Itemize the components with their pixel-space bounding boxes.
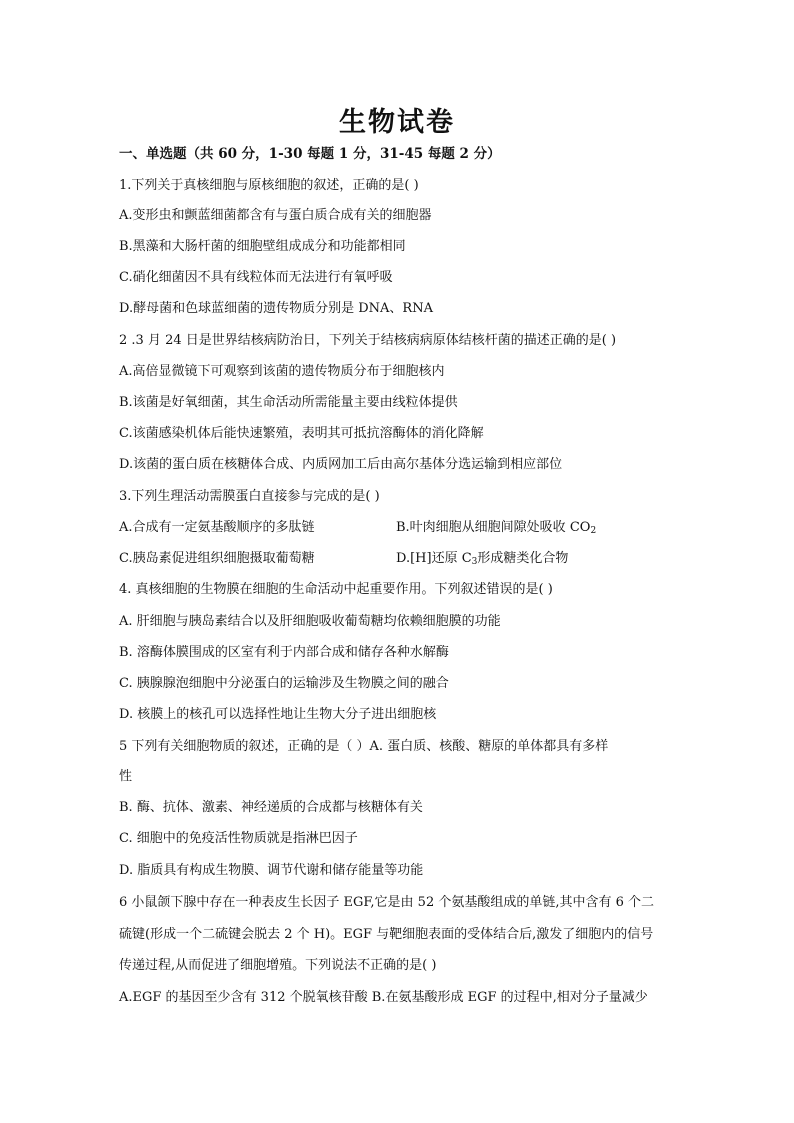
q6-line4: A.EGF 的基因至少含有 312 个脱氧核苷酸 B.在氨基酸形成 EGF 的过程中,相对分子量减少 <box>119 990 648 1005</box>
q5-stem-line1: 5 下列有关细胞物质的叙述，正确的是（ ）A. 蛋白质、核酸、糖原的单体都具有多样 <box>119 739 609 754</box>
q5-option-d: D. 脂质具有构成生物膜、调节代谢和储存能量等功能 <box>119 863 424 878</box>
q3-stem: 3.下列生理活动需膜蛋白直接参与完成的是( ) <box>119 489 380 504</box>
document-title: 生物试卷 <box>339 107 455 138</box>
q2-stem: 2 .3 月 24 日是世界结核病防治日，下列关于结核病病原体结核杆菌的描述正确的是( ) <box>119 333 617 348</box>
q3-option-b: B.叶肉细胞从细胞间隙处吸收 $CO_2$ <box>396 520 597 536</box>
q6-line1: 6 小鼠颌下腺中存在一种表皮生长因子 EGF,它是由 52 个氨基酸组成的单链,其中含有 6 个二 <box>119 895 655 910</box>
q1-option-d: D.酵母菌和色球蓝细菌的遗传物质分别是 DNA、RNA <box>119 301 433 316</box>
q4-option-a: A. 肝细胞与胰岛素结合以及肝细胞吸收葡萄糖均依赖细胞膜的功能 <box>119 614 501 629</box>
q4-stem: 4. 真核细胞的生物膜在细胞的生命活动中起重要作用。下列叙述错误的是( ) <box>119 582 553 597</box>
q3-options-row1 <box>119 518 689 538</box>
q3-option-d: D.[H]还原 $C_3$形成糖类化合物 <box>396 551 569 567</box>
q2-option-c: C.该菌感染机体后能快速繁殖，表明其可抵抗溶酶体的消化降解 <box>119 426 484 441</box>
q4-option-d: D. 核膜上的核孔可以选择性地让生物大分子进出细胞核 <box>119 707 437 722</box>
q2-option-b: B.该菌是好氧细菌，其生命活动所需能量主要由线粒体提供 <box>119 395 458 410</box>
q1-stem: 1.下列关于真核细胞与原核细胞的叙述，正确的是( ) <box>119 178 419 193</box>
q1-option-a: A.变形虫和颤蓝细菌都含有与蛋白质合成有关的细胞器 <box>119 208 432 223</box>
q4-option-c: C. 胰腺腺泡细胞中分泌蛋白的运输涉及生物膜之间的融合 <box>119 676 449 691</box>
q2-option-a: A.高倍显微镜下可观察到该菌的遗传物质分布于细胞核内 <box>119 364 445 379</box>
q5-stem-line2: 性 <box>119 769 133 784</box>
q6-line2: 硫键(形成一个二硫键会脱去 2 个 H)。EGF 与靶细胞表面的受体结合后,激发了细胞内的信号 <box>119 927 654 942</box>
q3-option-a: A.合成有一定氨基酸顺序的多肽链 <box>119 520 315 535</box>
q3-options-row2 <box>119 549 689 569</box>
q5-option-c: C. 细胞中的免疫活性物质就是指淋巴因子 <box>119 831 358 846</box>
q4-option-b: B. 溶酶体膜围成的区室有利于内部合成和储存各种水解酶 <box>119 645 449 660</box>
q1-option-b: B.黑藻和大肠杆菌的细胞壁组成成分和功能都相同 <box>119 239 406 254</box>
q1-option-c: C.硝化细菌因不具有线粒体而无法进行有氧呼吸 <box>119 270 393 285</box>
q6-line3: 传递过程,从而促进了细胞增殖。下列说法不正确的是( ) <box>119 958 437 973</box>
q5-option-b: B. 酶、抗体、激素、神经递质的合成都与核糖体有关 <box>119 800 423 815</box>
q3-option-c: C.胰岛素促进组织细胞摄取葡萄糖 <box>119 551 315 566</box>
section-heading: 一、单选题（共 60 分，1-30 每题 1 分，31-45 每题 2 分） <box>119 146 501 162</box>
q2-option-d: D.该菌的蛋白质在核糖体合成、内质网加工后由高尔基体分选运输到相应部位 <box>119 457 563 472</box>
